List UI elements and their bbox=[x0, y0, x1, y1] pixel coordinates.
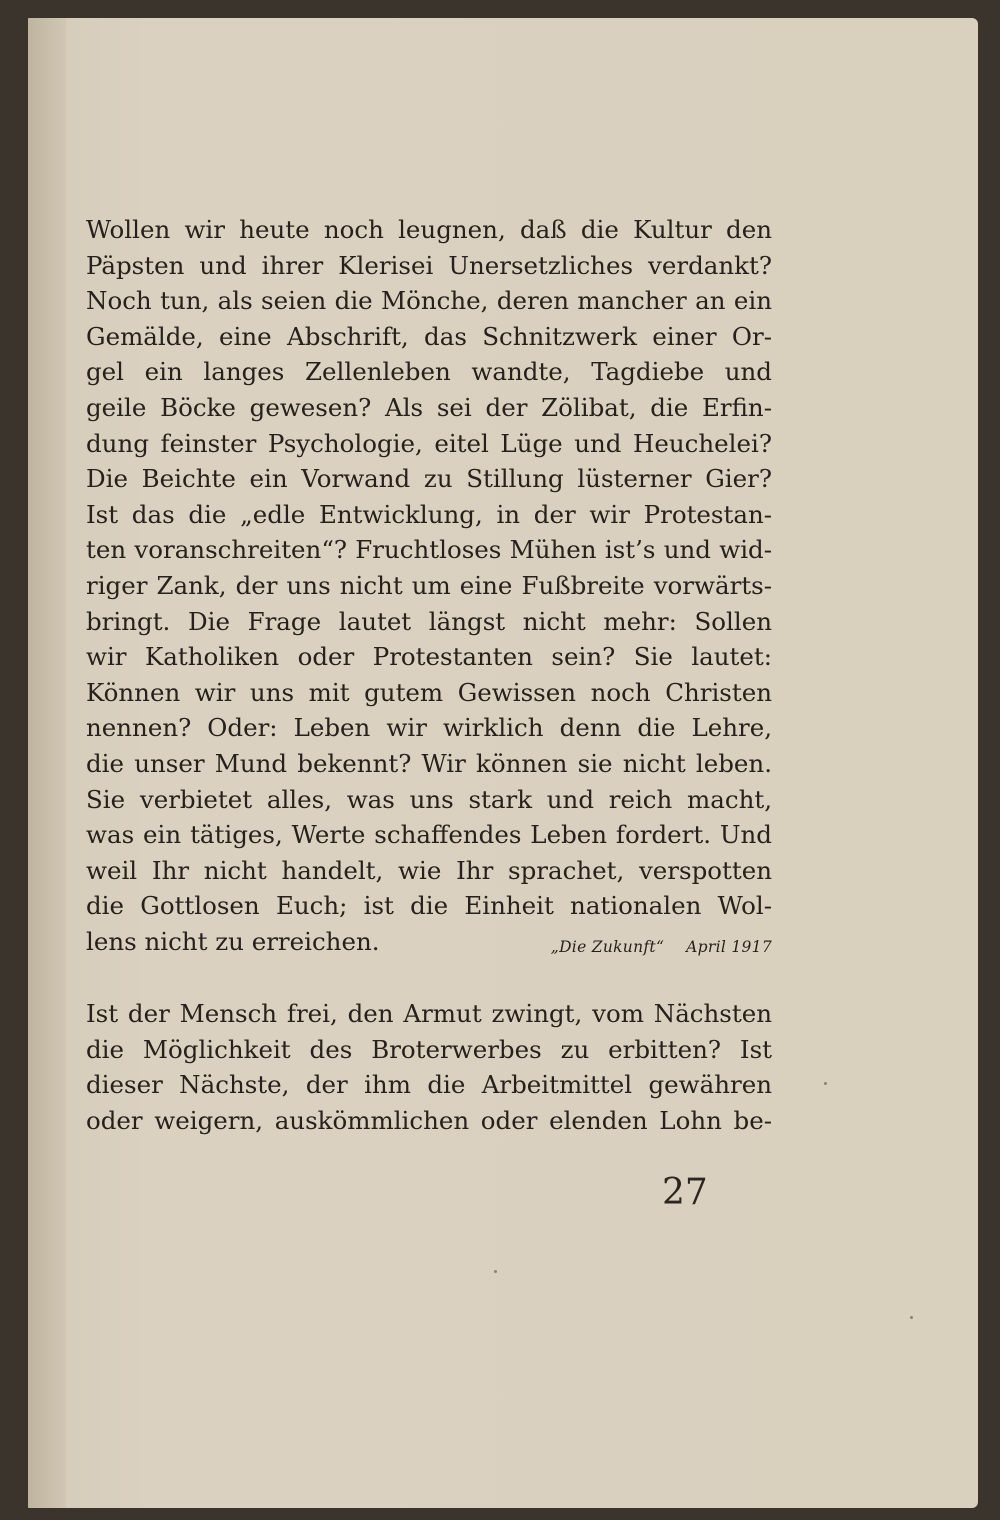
text-line: Päpsten und ihrer Klerisei Unersetzliches verdankt? bbox=[86, 250, 772, 280]
text-line: weil Ihr nicht handelt, wie Ihr sprachet, verspotten bbox=[86, 855, 772, 885]
text-line: was ein tätiges, Werte schaffendes Leben fordert. Und bbox=[86, 820, 772, 850]
text-line-final: lens nicht zu erreichen. bbox=[86, 926, 380, 956]
page-number: 27 bbox=[662, 1172, 708, 1213]
text-line: Noch tun, als seien die Mönche, deren mancher an ein bbox=[86, 286, 772, 316]
text-line: die Gottlosen Euch; ist die Einheit nationalen Wol- bbox=[86, 891, 772, 921]
paragraph-one bbox=[86, 212, 772, 959]
text-line: dieser Nächste, der ihm die Arbeitmittel gewähren bbox=[86, 1070, 772, 1100]
text-line: geile Böcke gewesen? Als sei der Zölibat, die Erfin- bbox=[86, 392, 772, 422]
quote-attribution bbox=[551, 930, 772, 966]
text-line: Können wir uns mit gutem Gewissen noch Christen bbox=[86, 677, 772, 707]
page-gutter-shadow bbox=[28, 18, 66, 1508]
text-line: oder weigern, auskömmlichen oder elenden Lohn be- bbox=[86, 1105, 772, 1135]
paper-speck bbox=[494, 1270, 497, 1273]
paragraph-two bbox=[86, 996, 772, 1138]
text-line: Ist der Mensch frei, den Armut zwingt, vom Nächsten bbox=[86, 999, 772, 1028]
text-line: gel ein langes Zellenleben wandte, Tagdiebe und bbox=[86, 357, 772, 387]
text-line: bringt. Die Frage lautet längst nicht mehr: Sollen bbox=[86, 606, 772, 636]
text-line: wir Katholiken oder Protestanten sein? Sie lautet: bbox=[86, 642, 772, 672]
text-line: die Möglichkeit des Broterwerbes zu erbitten? Ist bbox=[86, 1034, 772, 1064]
attribution-source: „Die Zukunft“ bbox=[550, 937, 665, 956]
paper-speck bbox=[910, 1316, 913, 1319]
text-line: Die Beichte ein Vorwand zu Stillung lüsterner Gier? bbox=[86, 464, 772, 494]
attribution-date: April 1917 bbox=[686, 937, 772, 956]
text-line: ten voranschreiten“? Fruchtloses Mühen ist’s und wid- bbox=[86, 535, 772, 565]
text-line: Sie verbietet alles, was uns stark und reich macht, bbox=[86, 784, 772, 814]
text-line: riger Zank, der uns nicht um eine Fußbreite vorwärts- bbox=[86, 570, 772, 600]
text-line: dung feinster Psychologie, eitel Lüge und Heuchelei? bbox=[86, 428, 772, 458]
text-line: Wollen wir heute noch leugnen, daß die Kultur den bbox=[86, 215, 772, 244]
paper-speck bbox=[824, 1082, 827, 1085]
text-line: Gemälde, eine Abschrift, das Schnitzwerk einer Or- bbox=[86, 321, 772, 351]
final-line-with-attribution bbox=[86, 924, 772, 960]
text-line: nennen? Oder: Leben wir wirklich denn die Lehre, bbox=[86, 713, 772, 743]
text-line: Ist das die „edle Entwicklung, in der wir Protestan- bbox=[86, 499, 772, 529]
text-line: die unser Mund bekennt? Wir können sie nicht leben. bbox=[86, 748, 772, 778]
